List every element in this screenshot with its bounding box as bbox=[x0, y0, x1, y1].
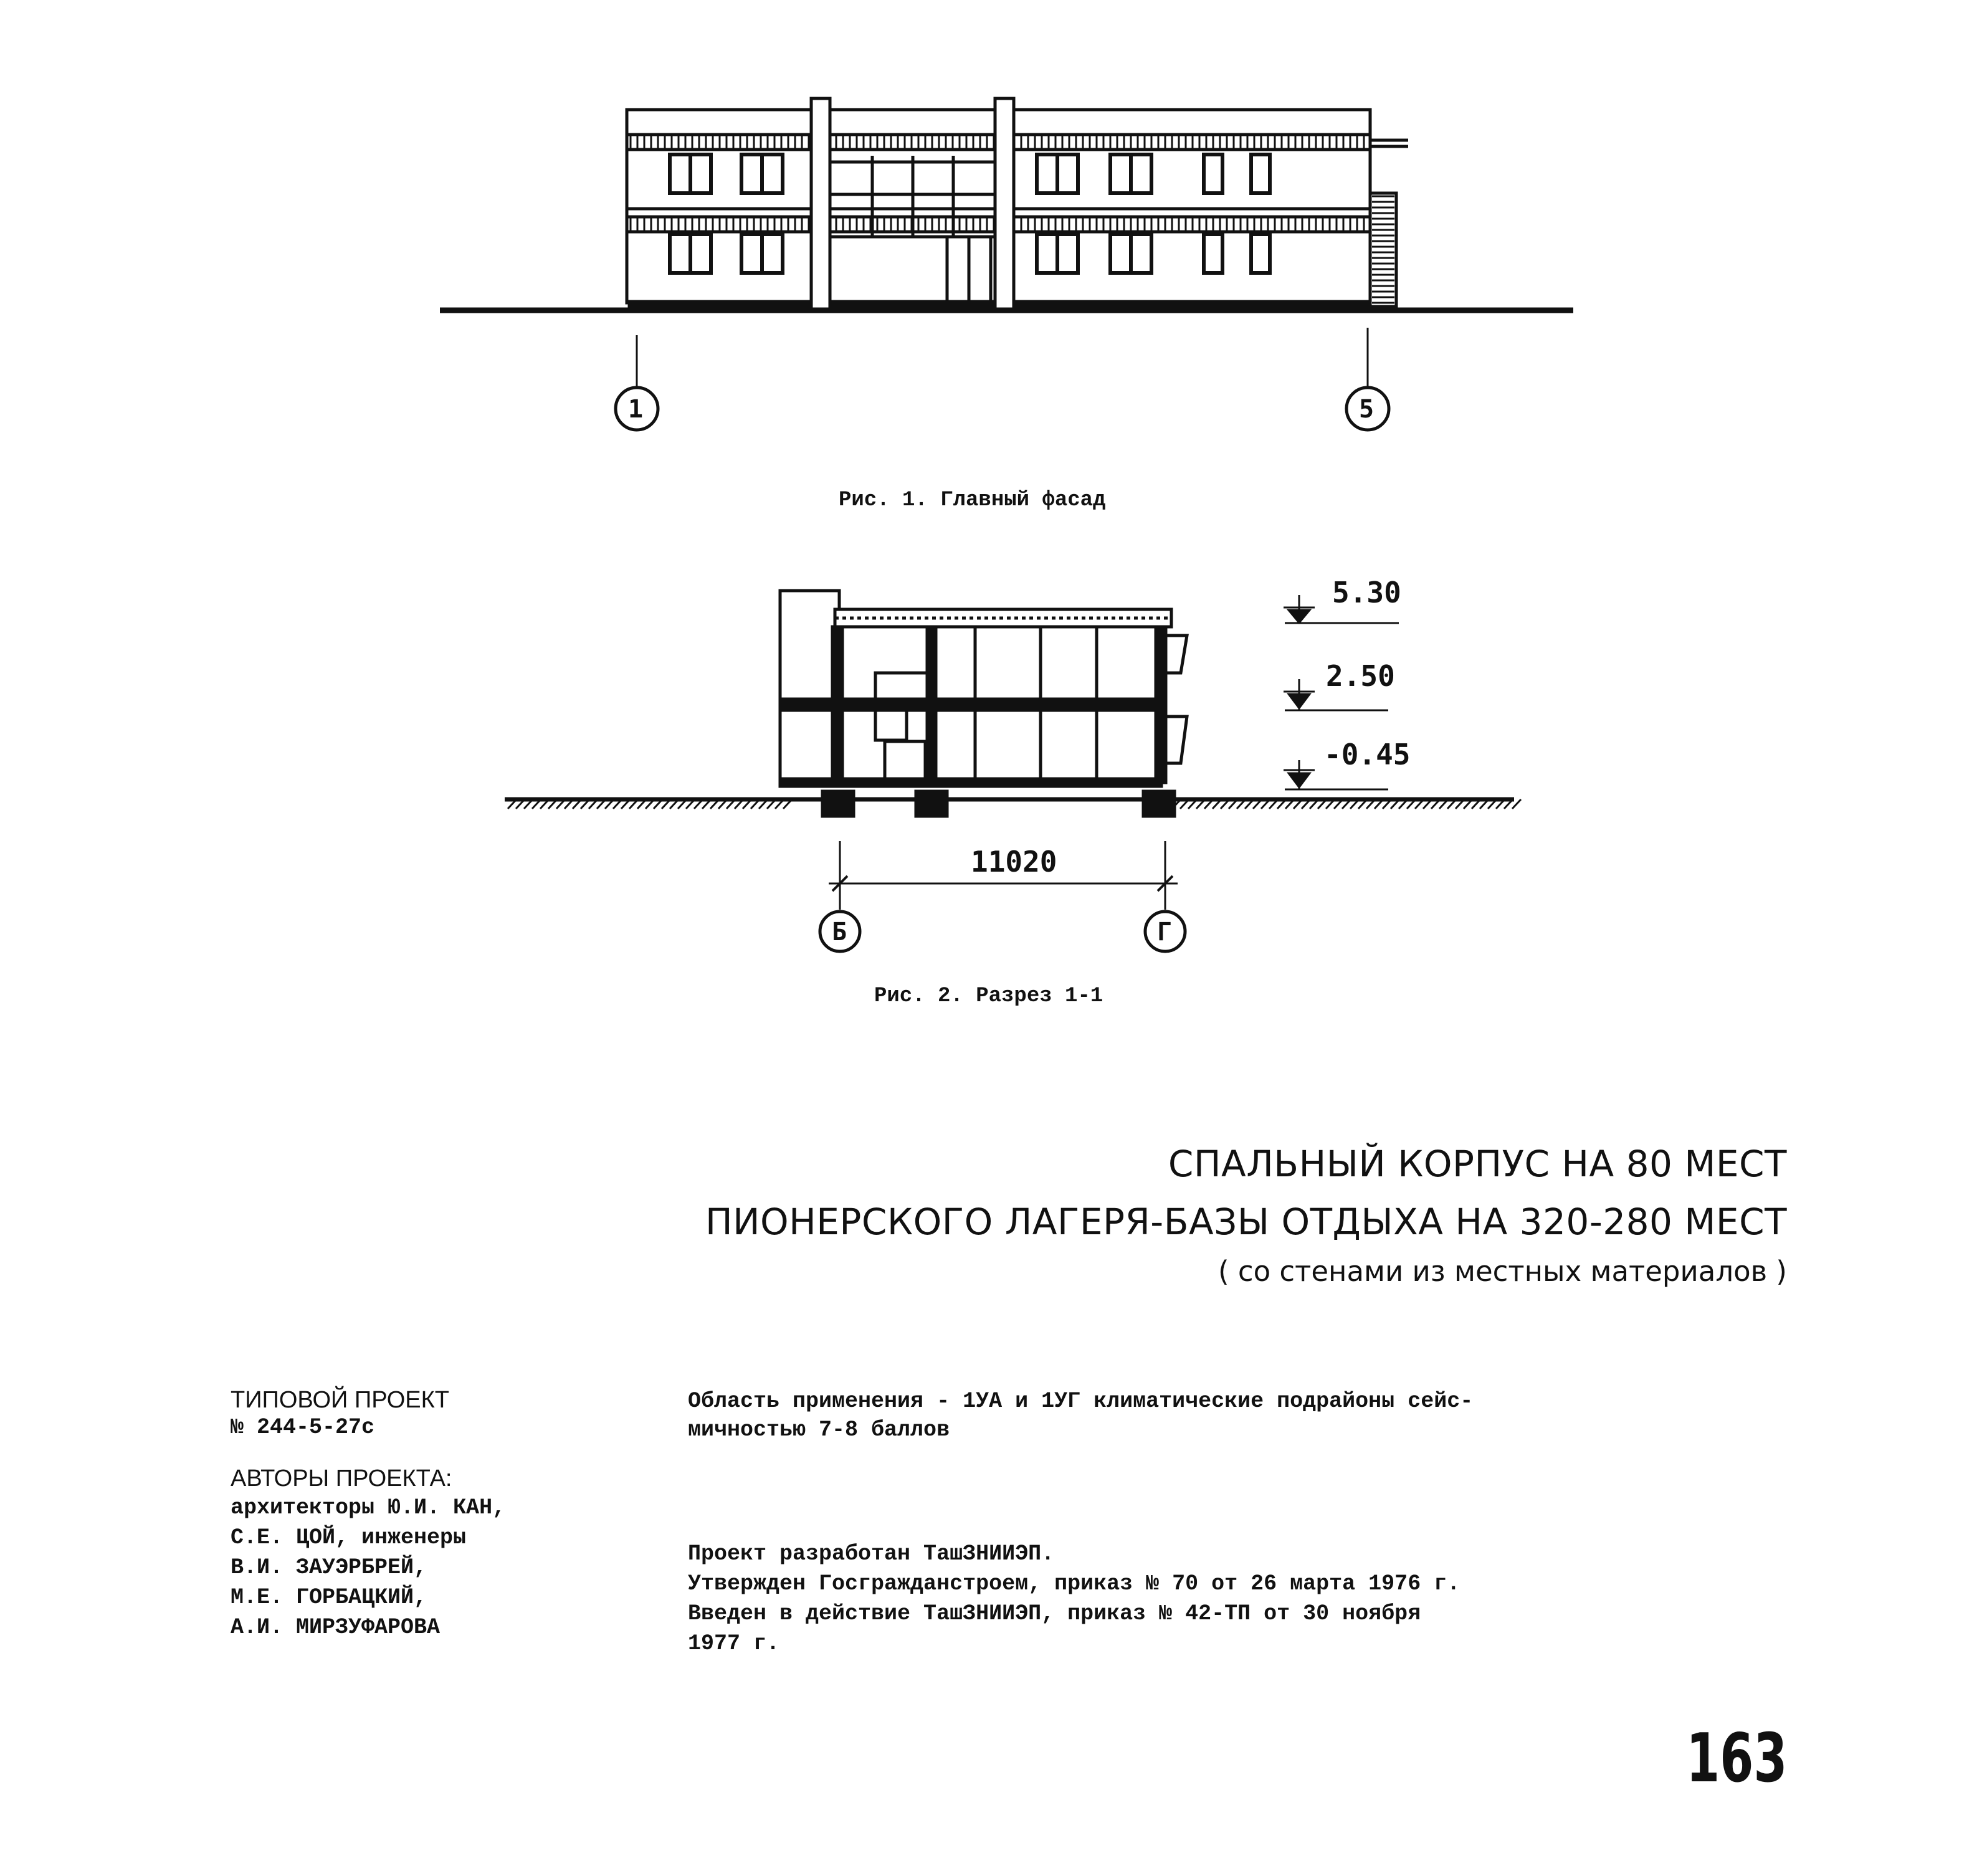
author-line: М.Е. ГОРБАЦКИЙ, bbox=[231, 1585, 427, 1610]
section-axis-left-label: Б bbox=[832, 918, 847, 946]
section-level-ground: -0.45 bbox=[1324, 738, 1411, 771]
project-type-label: ТИПОВОЙ ПРОЕКТ bbox=[231, 1387, 449, 1413]
author-line: В.И. ЗАУЭРБРЕЙ, bbox=[231, 1555, 427, 1580]
introduced-line: Введен в действие ТашЗНИИЭП, приказ № 42-ТП от 30 ноября bbox=[688, 1601, 1421, 1626]
section-level-mid: 2.50 bbox=[1326, 659, 1395, 693]
author-line: архитекторы Ю.И. КАН, bbox=[231, 1495, 506, 1520]
author-line: С.Е. ЦОЙ, инженеры bbox=[231, 1525, 467, 1550]
title-block bbox=[705, 1134, 1787, 1293]
title-line-2: ПИОНЕРСКОГО ЛАГЕРЯ-БАЗЫ ОТДЫХА НА 320-280 МЕСТ bbox=[705, 1201, 1787, 1243]
introduced-line: 1977 г. bbox=[688, 1631, 780, 1656]
project-number: № 244-5-27с bbox=[231, 1415, 375, 1440]
section-caption: Рис. 2. Разрез 1-1 bbox=[874, 984, 1103, 1008]
authors-label: АВТОРЫ ПРОЕКТА: bbox=[231, 1465, 452, 1492]
title-line-3: ( со стенами из местных материалов ) bbox=[1217, 1255, 1787, 1288]
facade-axis-right-label: 5 bbox=[1359, 395, 1375, 424]
facade-caption: Рис. 1. Главный фасад bbox=[839, 488, 1106, 512]
application-line: Область применения - 1УА и 1УГ климатические подрайоны сейс- bbox=[688, 1389, 1474, 1414]
page-number: 163 bbox=[1685, 1720, 1787, 1797]
application-line: мичностью 7-8 баллов bbox=[688, 1417, 950, 1442]
facade-axis-left-label: 1 bbox=[628, 395, 644, 424]
title-line-1: СПАЛЬНЫЙ КОРПУС НА 80 МЕСТ bbox=[1168, 1143, 1787, 1185]
section-dimension: 11020 bbox=[971, 845, 1057, 878]
section-axis-right-label: Г bbox=[1157, 918, 1173, 946]
section-level-top: 5.30 bbox=[1332, 576, 1401, 609]
author-line: А.И. МИРЗУФАРОВА bbox=[231, 1615, 441, 1640]
info-block bbox=[688, 1387, 1473, 1659]
developed-line: Проект разработан ТашЗНИИЭП. bbox=[688, 1541, 1055, 1566]
approved-line: Утвержден Госгражданстроем, приказ № 70 от 26 марта 1976 г. bbox=[688, 1571, 1460, 1596]
project-block bbox=[231, 1386, 505, 1642]
